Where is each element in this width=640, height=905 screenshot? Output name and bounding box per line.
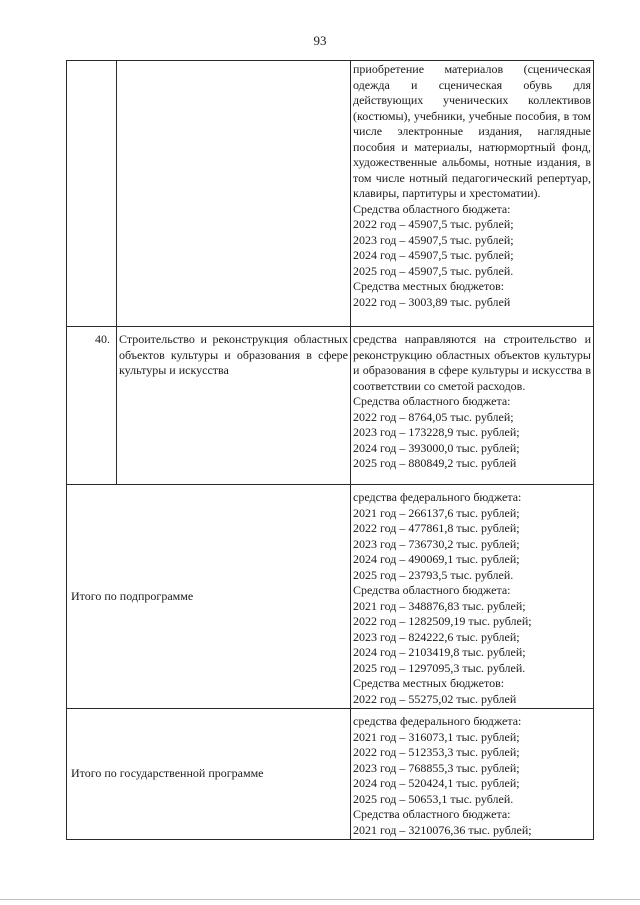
funding-line: средства федерального бюджета:	[353, 490, 522, 504]
table-row	[67, 61, 594, 327]
funding-line: 2022 год – 1282509,19 тыс. рублей;	[353, 614, 532, 628]
row-number: 40.	[67, 327, 117, 485]
funding-line: Средства областного бюджета:	[353, 201, 511, 216]
funding-line: 2021 год – 3210076,36 тыс. рублей;	[353, 822, 532, 837]
funding-line: 2023 год – 768855,3 тыс. рублей;	[353, 760, 520, 775]
row-number	[67, 61, 117, 327]
funding-line: 2022 год – 477861,8 тыс. рублей;	[353, 521, 520, 535]
funding-line: 2023 год – 173228,9 тыс. рублей;	[353, 425, 520, 439]
funding-line: 2022 год – 8764,05 тыс. рублей;	[353, 409, 514, 424]
funding-cell	[351, 61, 594, 327]
funding-line: 2025 год – 50653,1 тыс. рублей.	[353, 791, 514, 806]
funding-line: 2025 год – 45907,5 тыс. рублей.	[353, 263, 514, 278]
funding-cell	[351, 485, 594, 709]
funding-description: средства направляются на строительство и реконструкцию областных объектов культуры и образования в сфере культуры и искусства в соответствии со сметой расходов.	[353, 332, 591, 393]
funding-line: 2022 год – 512353,3 тыс. рублей;	[353, 745, 520, 759]
funding-line: Средства местных бюджетов:	[353, 676, 505, 690]
table-row	[67, 485, 594, 709]
funding-line: 2023 год – 45907,5 тыс. рублей;	[353, 232, 514, 247]
funding-cell	[351, 709, 594, 840]
budget-table	[66, 60, 594, 840]
funding-line: 2024 год – 393000,0 тыс. рублей;	[353, 440, 520, 455]
funding-line: Средства областного бюджета:	[353, 583, 511, 597]
subtotal-label: Итого по подпрограмме	[67, 485, 351, 709]
activity-name	[117, 61, 351, 327]
funding-line: 2024 год – 2103419,8 тыс. рублей;	[353, 645, 526, 659]
funding-line: 2025 год – 880849,2 тыс. рублей	[353, 456, 517, 470]
funding-line: Средства областного бюджета:	[353, 807, 511, 821]
funding-cell	[351, 327, 594, 485]
funding-description: приобретение материалов (сценическая одежда и сценическая обувь для действующих ученических коллективов (костюмы), учебники, учебные пособия, в том числе электронные издания, наглядные пособия и материалы, натюрмортный фонд, художественные альбомы, нотные издания, в том числе нотный педагогический репертуар, клавиры, партитуры и хрестоматии).	[353, 62, 591, 200]
funding-line: 2021 год – 348876,83 тыс. рублей;	[353, 598, 526, 613]
total-label: Итого по государственной программе	[67, 709, 351, 840]
page-edge-line	[0, 899, 640, 900]
funding-line: 2021 год – 316073,1 тыс. рублей;	[353, 729, 520, 744]
table-row	[67, 327, 594, 485]
funding-line: 2024 год – 490069,1 тыс. рублей;	[353, 552, 520, 566]
funding-line: 2021 год – 266137,6 тыс. рублей;	[353, 505, 520, 520]
table-row	[67, 709, 594, 840]
funding-line: 2025 год – 1297095,3 тыс. рублей.	[353, 660, 526, 675]
funding-line: 2022 год – 45907,5 тыс. рублей;	[353, 217, 514, 231]
activity-name: Строительство и реконструкция областных объектов культуры и образования в сфере культуры и искусства	[117, 327, 351, 485]
funding-line: Средства местных бюджетов:	[353, 279, 505, 293]
funding-line: 2024 год – 45907,5 тыс. рублей;	[353, 248, 514, 262]
funding-line: Средства областного бюджета:	[353, 394, 511, 408]
funding-line: 2023 год – 824222,6 тыс. рублей;	[353, 629, 520, 644]
funding-line: средства федерального бюджета:	[353, 714, 522, 728]
funding-line: 2024 год – 520424,1 тыс. рублей;	[353, 776, 520, 790]
funding-line: 2022 год – 3003,89 тыс. рублей	[353, 294, 511, 309]
page-number: 93	[313, 33, 327, 48]
funding-line: 2023 год – 736730,2 тыс. рублей;	[353, 536, 520, 551]
funding-line: 2022 год – 55275,02 тыс. рублей	[353, 691, 517, 706]
funding-line: 2025 год – 23793,5 тыс. рублей.	[353, 567, 514, 582]
